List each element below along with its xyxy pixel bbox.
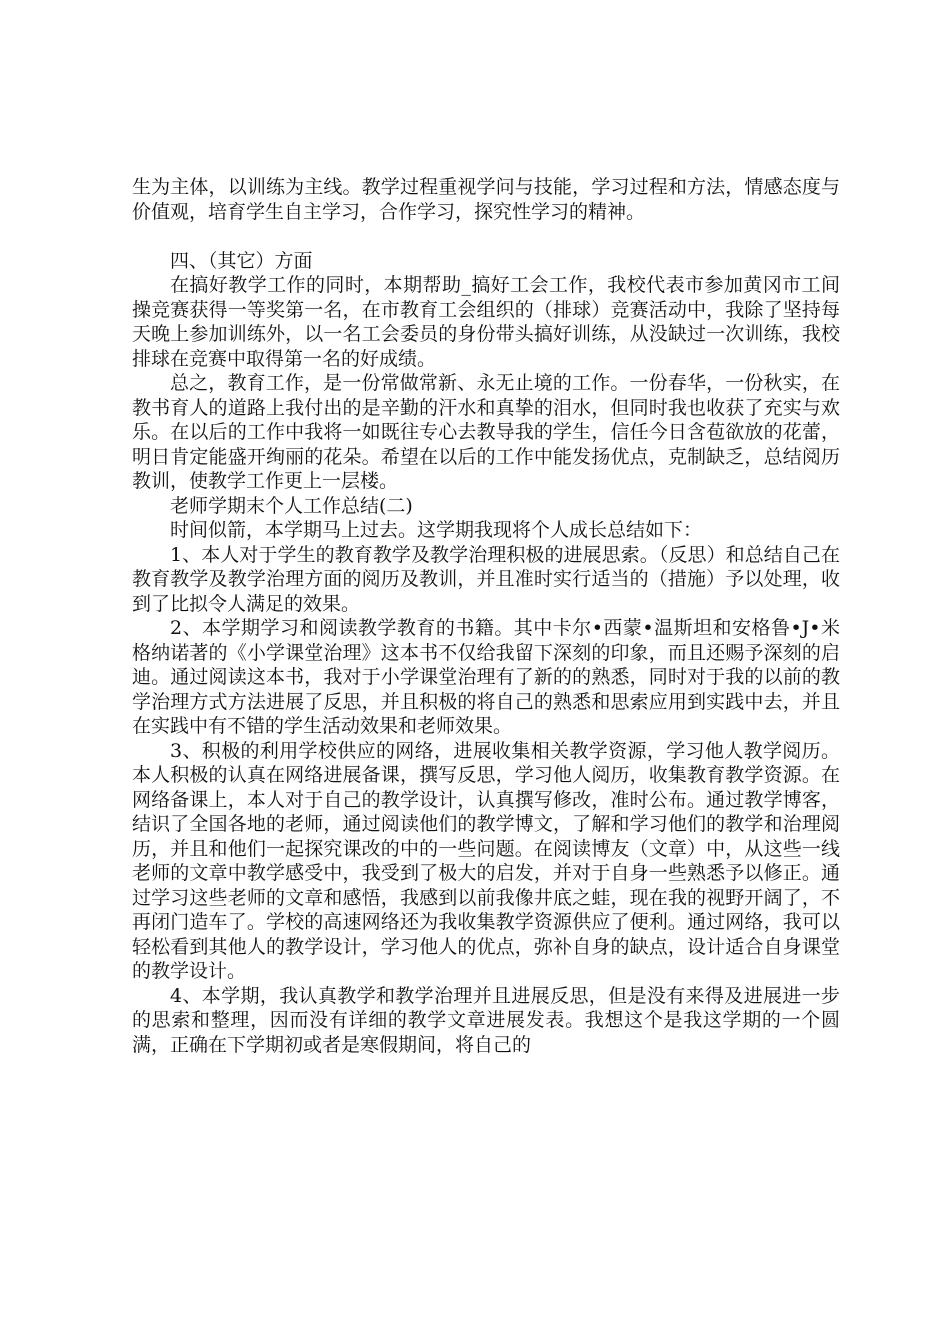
document-body [132,175,840,1057]
paragraph-gap [132,224,840,249]
paragraph-union-work: 在搞好教学工作的同时，本期帮助_搞好工会工作，我校代表市参加黄冈市工间操竞赛获得一等奖第一名，在市教育工会组织的（排球）竞赛活动中，我除了坚持每天晚上参加训练外，以一名工会委员的身份带头搞好训练，从没缺过一次训练，我校排球在竞赛中取得第一名的好成绩。 [132,274,840,370]
paragraph-intro: 时间似箭，本学期马上过去。这学期我现将个人成长总结如下： [170,519,703,541]
paragraph-item-3: 3、积极的利用学校供应的网络，进展收集相关教学资源，学习他人教学阅历。本人积极的认真在网络进展备课，撰写反思，学习他人阅历，收集教育教学资源。在网络备课上，本人对于自己的教学设计，认真撰写修改，准时公布。通过教学博客，结识了全国各地的老师，通过阅读他们的教学博文，了解和学习他们的教学和治理阅历，并且和他们一起探究课改的中的一些问题。在阅读博友（文章）中，从这些一线老师的文章中教学感受中，我受到了极大的启发，并对于自身一些熟悉予以修正。通过学习这些老师的文章和感悟，我感到以前我像井底之蛙，现在我的视野开阔了，不再闭门造车了。学校的高速网络还为我收集教学资源供应了便利。通过网络，我可以轻松看到其他人的教学设计，学习他人的优点，弥补自身的缺点，设计适合自身课堂的教学设计。 [132,739,840,982]
section-title-summary-two: 老师学期末个人工作总结(二) [170,494,413,517]
paragraph-item-1: 1、本人对于学生的教育教学及教学治理积极的进展思索。（反思）和总结自己在教育教学及教学治理方面的阅历及教训，并且准时实行适当的（措施）予以处理，收到了比拟令人满足的效果。 [132,543,840,615]
paragraph-item-4: 4、本学期，我认真教学和教学治理并且进展反思，但是没有来得及进展进一步的思索和整理，因而没有详细的教学文章进展发表。我想这个是我这学期的一个圆满，正确在下学期初或者是寒假期间，将自己的 [132,984,840,1056]
paragraph-conclusion: 总之，教育工作，是一份常做常新、永无止境的工作。一份春华，一份秋实，在教书育人的道路上我付出的是辛勤的汗水和真挚的泪水，但同时我也收获了充实与欢乐。在以后的工作中我将一如既往专心去教导我的学生，信任今日含苞欲放的花蕾，明日肯定能盛开绚丽的花朵。希望在以后的工作中能发扬优点，克制缺乏，总结阅历教训，使教学工作更上一层楼。 [132,372,840,492]
paragraph-item-2: 2、本学期学习和阅读教学教育的书籍。其中卡尔•西蒙•温斯坦和安格鲁•J•米格纳诺著的《小学课堂治理》这本书不仅给我留下深刻的印象，而且还赐予深刻的启迪。通过阅读这本书，我对于小学课堂治理有了新的的熟悉，同时对于我的以前的教学治理方式方法进展了反思，并且积极的将自己的熟悉和思索应用到实践中去，并且在实践中有不错的学生活动效果和老师效果。 [132,617,840,737]
paragraph-continuation: 生为主体，以训练为主线。教学过程重视学问与技能，学习过程和方法，情感态度与价值观，培育学生自主学习，合作学习，探究性学习的精神。 [132,176,840,223]
section-heading-other: 四、（其它）方面 [170,249,313,272]
